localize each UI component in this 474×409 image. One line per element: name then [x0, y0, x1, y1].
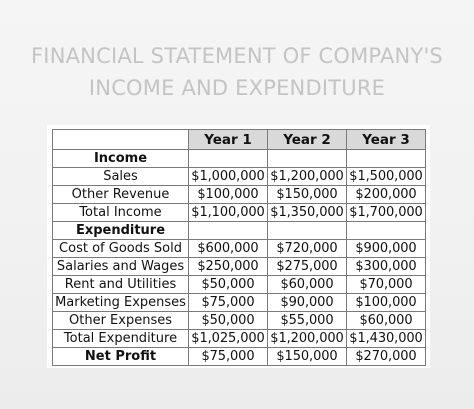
value-cell-year1: $1,000,000	[189, 168, 268, 186]
value-cell-year1: $75,000	[189, 348, 268, 366]
table-row	[53, 294, 426, 312]
table-row	[53, 240, 426, 258]
value-cell-year3: $270,000	[347, 348, 426, 366]
value-cell-year3: $1,500,000	[347, 168, 426, 186]
row-label: Other Expenses	[53, 312, 189, 330]
row-label: Total Expenditure	[53, 330, 189, 348]
table-row	[53, 186, 426, 204]
value-cell-year1: $50,000	[189, 276, 268, 294]
table-row	[53, 204, 426, 222]
value-cell-year3: $200,000	[347, 186, 426, 204]
row-label: Net Profit	[53, 348, 189, 366]
value-cell-year2: $60,000	[268, 276, 347, 294]
row-label: Marketing Expenses	[53, 294, 189, 312]
table-row	[53, 330, 426, 348]
page-title: FINANCIAL STATEMENT OF COMPANY'S	[31, 44, 443, 68]
value-cell-year2: $55,000	[268, 312, 347, 330]
value-cell-year1: $50,000	[189, 312, 268, 330]
value-cell-year2: $720,000	[268, 240, 347, 258]
value-cell-year2: $150,000	[268, 186, 347, 204]
row-label: Salaries and Wages	[53, 258, 189, 276]
table-row	[53, 258, 426, 276]
value-cell-year3: $1,700,000	[347, 204, 426, 222]
table-row	[53, 150, 426, 168]
row-label: Total Income	[53, 204, 189, 222]
header-cell-year3: Year 3	[347, 130, 426, 150]
value-cell-year1: $600,000	[189, 240, 268, 258]
value-cell-year1: $100,000	[189, 186, 268, 204]
table-row	[53, 348, 426, 366]
row-label: Expenditure	[53, 222, 189, 240]
page-subtitle: INCOME AND EXPENDITURE	[88, 76, 386, 100]
table-row	[53, 312, 426, 330]
value-cell-year1	[189, 222, 268, 240]
income-expenditure-table	[52, 129, 426, 366]
value-cell-year1	[189, 150, 268, 168]
value-cell-year1: $1,100,000	[189, 204, 268, 222]
value-cell-year2: $150,000	[268, 348, 347, 366]
value-cell-year2: $275,000	[268, 258, 347, 276]
header-cell-blank	[53, 130, 189, 150]
value-cell-year3: $1,430,000	[347, 330, 426, 348]
value-cell-year2: $90,000	[268, 294, 347, 312]
row-label: Rent and Utilities	[53, 276, 189, 294]
table-row	[53, 222, 426, 240]
value-cell-year3: $70,000	[347, 276, 426, 294]
value-cell-year3: $60,000	[347, 312, 426, 330]
value-cell-year1: $75,000	[189, 294, 268, 312]
table-row	[53, 276, 426, 294]
header-row	[53, 130, 426, 150]
value-cell-year1: $250,000	[189, 258, 268, 276]
value-cell-year2	[268, 222, 347, 240]
value-cell-year1: $1,025,000	[189, 330, 268, 348]
value-cell-year3: $900,000	[347, 240, 426, 258]
value-cell-year3: $100,000	[347, 294, 426, 312]
value-cell-year2	[268, 150, 347, 168]
row-label: Sales	[53, 168, 189, 186]
row-label: Cost of Goods Sold	[53, 240, 189, 258]
value-cell-year2: $1,200,000	[268, 330, 347, 348]
value-cell-year3	[347, 150, 426, 168]
value-cell-year3: $300,000	[347, 258, 426, 276]
table-row	[53, 168, 426, 186]
value-cell-year2: $1,200,000	[268, 168, 347, 186]
header-cell-year2: Year 2	[268, 130, 347, 150]
header-cell-year1: Year 1	[189, 130, 268, 150]
value-cell-year3	[347, 222, 426, 240]
value-cell-year2: $1,350,000	[268, 204, 347, 222]
row-label: Other Revenue	[53, 186, 189, 204]
row-label: Income	[53, 150, 189, 168]
